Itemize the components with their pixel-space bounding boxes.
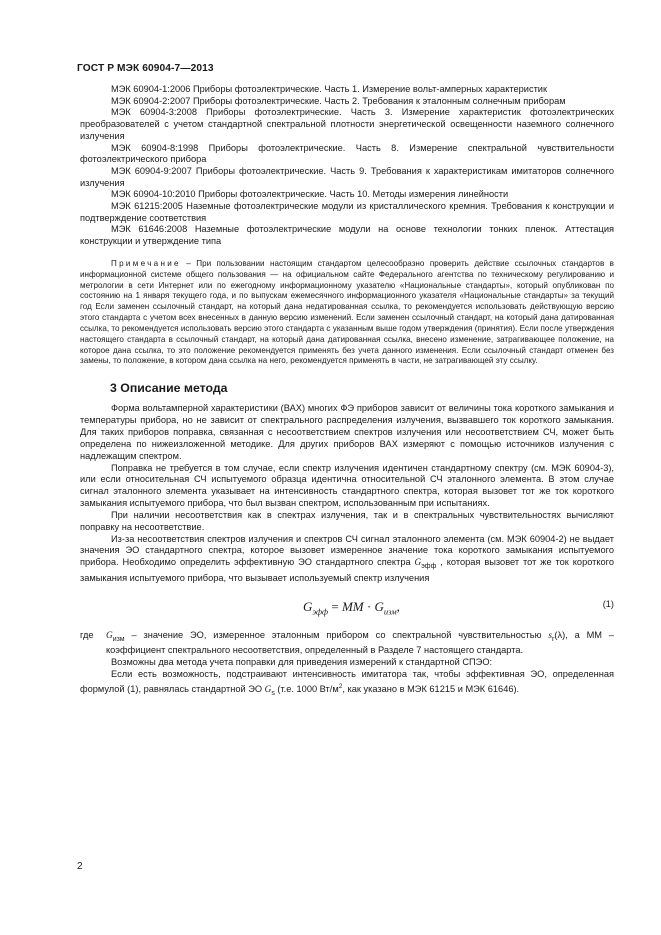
body-paragraph: Возможны два метода учета поправки для приведения измерений к стандартной СПЭО: [111, 657, 493, 668]
body-paragraph: Поправка не требуется в том случае, если спектр излучения идентичен стандартному спектру (см. МЭК 60904-3), или если относительная СЧ испытуемого образца идентична относительной СЧ эталонного элемента. В этом случае сигнал эталонного элемента указывает на интенсивность стандартного спектра, которая вызовет тот же ток короткого замыкания испытуемого прибора, что был вызван спектром, использованным при испытаниях. [80, 462, 614, 509]
formula-1: $G_{эфф}$ = MM · $G_{изм}$, [303, 598, 400, 617]
section-body [80, 403, 614, 585]
page-header: ГОСТ Р МЭК 60904-7—2013 [77, 63, 214, 74]
body-paragraph: Форма вольтамперной характеристики (ВАХ) многих ФЭ приборов зависит от величины тока короткого замыкания и температуры прибора, но не зависит от спектрального распределения излучения, вызвавшего ток короткого замыкания. Для таких приборов поправка, связанная с несоответствием спектров излучения или несоответствием СЧ, может быть определена по нижеизложенной методике. Для других приборов ВАХ измеряют с помощью источников излучения с надлежащим спектром. [80, 403, 614, 461]
reference-item: МЭК 60904-2:2007 Приборы фотоэлектрические. Часть 2. Требования к эталонным солнечным приборам [111, 95, 566, 106]
page-content [80, 84, 614, 700]
body-paragraph: При наличии несоответствия как в спектрах излучения, так и в спектральных чувствительностях вычисляют поправку на несоответствие. [80, 509, 614, 532]
formula-number: (1) [602, 598, 614, 609]
reference-item: МЭК 60904-3:2008 Приборы фотоэлектрические. Часть 3. Измерение характеристик фотоэлектрических преобразователей с учетом стандартной спектральной плотности энергетической освещенности наземного солнечного излучения [80, 107, 614, 141]
reference-item: МЭК 61646:2008 Наземные фотоэлектрические модули на основе технологии тонких пленок. Аттестация конструкции и утверждение типа [80, 224, 614, 247]
method-options [80, 657, 614, 699]
reference-item: МЭК 60904-9:2007 Приборы фотоэлектрические. Часть 9. Требования к характеристикам имитаторов солнечного излучения [80, 165, 614, 188]
note-text: – При пользовании настоящим стандартом целесообразно проверить действие ссылочных стандартов в информационной системе общего пользования — на официальном сайте Федерального агентства по техническому регулированию и метрологии в сети Интернет или по ежегодному информационному указателю «Национальные стандарты», который опубликован по состоянию на 1 января текущего года, и по выпускам ежемесячного информационного указателя «Национальные стандарты» за текущий год Если заменен ссылочный стандарт, на который дана недатированная ссылка, то рекомендуется использовать действующую версию этого стандарта с учетом всех внесенных в данную версию изменений. Если заменен ссылочный стандарт, на который дана датированная ссылка, то рекомендуется использовать версию этого стандарта с указанным выше годом утверждения (принятия). Если после утверждения настоящего стандарта в ссылочный стандарт, на который дана датированная ссылка, внесено изменение, затрагивающее положение, на которое дана ссылка, то это положение рекомендуется применять без учета данного изменения. Если ссылочный стандарт отменен без замены, то положение, в котором дана ссылка на него, рекомендуется применять в части, не затрагивающей эту ссылку. [80, 258, 614, 366]
reference-item: МЭК 60904-10:2010 Приборы фотоэлектрические. Часть 10. Методы измерения линейности [111, 189, 509, 200]
formula-row [80, 585, 614, 625]
normative-references-list [80, 84, 614, 248]
body-paragraph-effective-irradiance: Из-за несоответствия спектров излучения и спектров СЧ сигнал эталонного элемента (см. МЭК 60904-2) не выдает значения ЭО стандартного спектра, которое вызовет измеренное значение тока короткого замыкания испытуемого прибора. Необходимо определить эффективную ЭО стандартного спектра $G_{эфф}$ , которая вызовет тот же ток короткого замыкания испытуемого прибора, что вызывает используемый спектр излучения [80, 533, 615, 583]
symbol-g-subscript: эфф [421, 563, 437, 571]
reference-item: МЭК 61215:2005 Наземные фотоэлектрические модули из кристаллического кремния. Требования к конструкции и подтверждение соответствия [80, 201, 614, 223]
reference-item: МЭК 60904-8:1998 Приборы фотоэлектрические. Часть 8. Измерение спектральной чувствительности фотоэлектрического прибора [80, 142, 614, 165]
page-number: 2 [77, 861, 83, 872]
where-clause: где $G_{изм}$ – значение ЭО, измеренное эталонным прибором со спектральной чувствительностью $s_r(\lambda)$, а ММ – коэффициент спектрального несоответствия, определенный в Разделе 7 настоящего стандарта. [80, 629, 614, 656]
body-paragraph: Если есть возможность, подстраивают интенсивность имитатора так, чтобы эффективная ЭО, определенная формулой (1), равнялась стандартной ЭО $G_s$ (т.е. 1000 $Вт/м^2$, как указано в МЭК 61215 и МЭК 61646). [80, 669, 614, 697]
note-block [80, 259, 614, 367]
reference-item: МЭК 60904-1:2006 Приборы фотоэлектрические. Часть 1. Измерение вольт-амперных характеристик [111, 84, 548, 94]
section-heading: 3 Описание метода [110, 381, 228, 396]
where-label: где [80, 629, 94, 640]
symbol-g: G [414, 558, 422, 569]
note-label: Примечание [111, 258, 181, 268]
